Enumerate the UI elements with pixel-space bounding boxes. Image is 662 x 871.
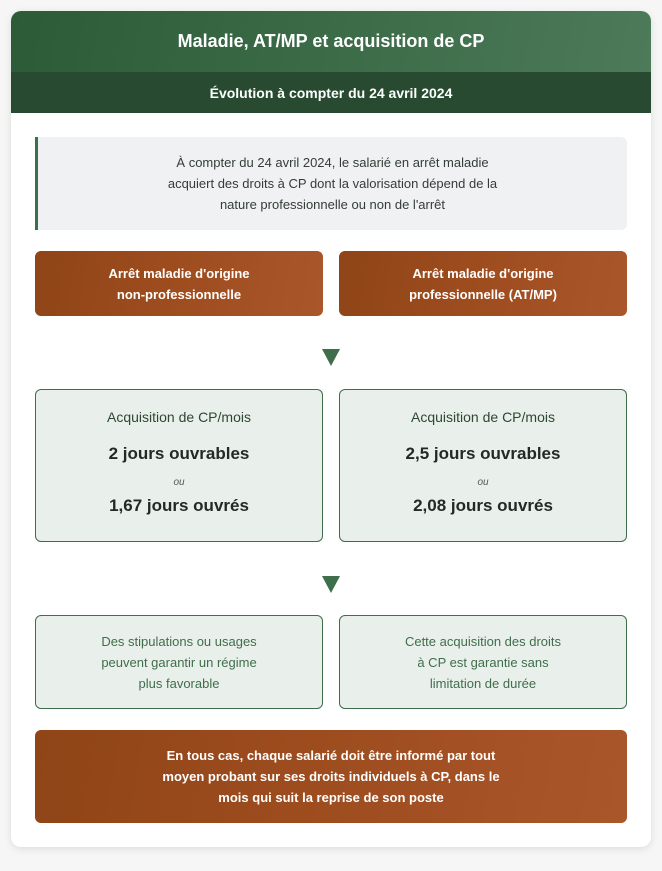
note-text: Cette acquisition des droits à CP est garantie sans limitation de durée bbox=[404, 633, 562, 691]
category-non-professional-line1: Arrêt maladie d'origine bbox=[108, 265, 250, 281]
acquisition-box-professional bbox=[339, 389, 627, 542]
subtitle-text: Évolution à compter du 24 avril 2024 bbox=[209, 84, 453, 101]
note-text: Des stipulations ou usages peuvent garantir un régime plus favorable bbox=[101, 633, 257, 691]
category-non-professional-line2: non-professionnelle bbox=[116, 286, 242, 302]
acquisition-title: Acquisition de CP/mois bbox=[411, 409, 555, 425]
arrow-down-icon bbox=[322, 576, 340, 593]
arrow-down-icon bbox=[322, 349, 340, 366]
acquisition-title: Acquisition de CP/mois bbox=[107, 409, 251, 425]
intro-text: À compter du 24 avril 2024, le salarié en arrêt maladie acquiert des droits à CP dont la valorisation dépend de la nature professionnelle ou non de l'arrêt bbox=[167, 155, 498, 212]
acquisition-value-ouvres: 1,67 jours ouvrés bbox=[109, 496, 249, 515]
acquisition-value-ouvrables: 2,5 jours ouvrables bbox=[405, 444, 561, 463]
category-professional-line1: Arrêt maladie d'origine bbox=[412, 265, 554, 281]
category-non-professional bbox=[35, 251, 323, 316]
title-text: Maladie, AT/MP et acquisition de CP bbox=[177, 31, 485, 51]
acquisition-separator: ou bbox=[173, 477, 185, 488]
acquisition-value-ouvrables: 2 jours ouvrables bbox=[108, 444, 250, 463]
note-box-professional bbox=[339, 615, 627, 709]
page-title bbox=[11, 11, 651, 72]
acquisition-value-ouvres: 2,08 jours ouvrés bbox=[413, 496, 553, 515]
footer-text: En tous cas, chaque salarié doit être informé par tout moyen probant sur ses droits individuels à CP, dans le mois qui suit la reprise de son poste bbox=[162, 748, 500, 805]
page-subtitle bbox=[11, 72, 651, 113]
category-professional-line2: professionnelle (AT/MP) bbox=[409, 286, 557, 302]
footer-box bbox=[35, 730, 627, 823]
note-box-non-professional bbox=[35, 615, 323, 709]
category-professional bbox=[339, 251, 627, 316]
infographic-card bbox=[11, 11, 651, 847]
acquisition-separator: ou bbox=[477, 477, 489, 488]
acquisition-box-non-professional bbox=[35, 389, 323, 542]
intro-box bbox=[35, 137, 627, 230]
